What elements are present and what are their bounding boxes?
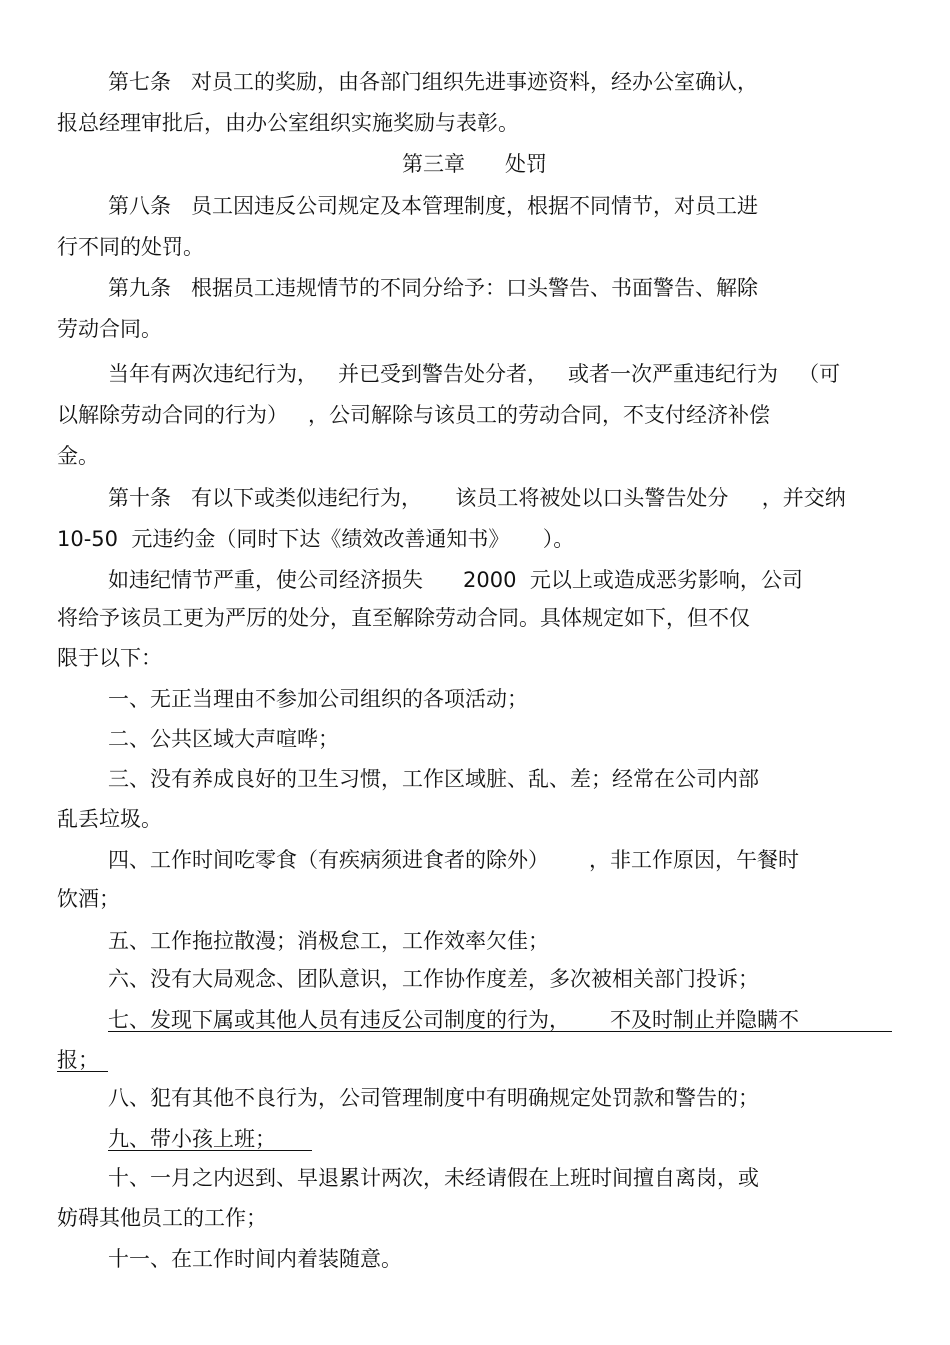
list-item-3-line-2: 乱丢垃圾。 [57, 807, 162, 831]
list-item-4-line-2: 饮酒； [57, 887, 120, 911]
list-item-10-line-2: 妨碍其他员工的工作； [57, 1206, 267, 1230]
list-item-7-line-2: 报； [57, 1048, 99, 1072]
paragraph-dismissal-line-2: 以解除劳动合同的行为） ，公司解除与该员工的劳动合同，不支付经济补偿 [57, 403, 771, 427]
article-7-line-2: 报总经理审批后，由办公室组织实施奖励与表彰。 [57, 111, 519, 135]
paragraph-severe-line-2: 将给予该员工更为严厉的处分，直至解除劳动合同。具体规定如下，但不仅 [57, 606, 750, 630]
list-item-1: 一、无正当理由不参加公司组织的各项活动； [108, 687, 528, 711]
list-item-3-line-1: 三、没有养成良好的卫生习惯，工作区域脏、乱、差；经常在公司内部 [108, 767, 759, 791]
paragraph-severe-line-3: 限于以下： [57, 646, 162, 670]
list-item-7-underline-2 [57, 1071, 108, 1072]
article-7-line-1: 第七条 对员工的奖励，由各部门组织先进事迹资料，经办公室确认， [108, 70, 759, 94]
chapter-3-heading: 第三章 处罚 [402, 152, 548, 176]
list-item-7-line-1: 七、发现下属或其他人员有违反公司制度的行为， 不及时制止并隐瞒不 [108, 1008, 800, 1032]
article-10-line-2: 10-50 元违约金（同时下达《绩效改善通知书》 ）。 [57, 527, 575, 551]
article-9-line-2: 劳动合同。 [57, 317, 162, 341]
paragraph-dismissal-line-1: 当年有两次违纪行为， 并已受到警告处分者， 或者一次严重违纪行为 （可 [108, 362, 841, 386]
list-item-4-line-1: 四、工作时间吃零食（有疾病须进食者的除外） ，非工作原因，午餐时 [108, 848, 800, 872]
list-item-11: 十一、在工作时间内着装随意。 [108, 1247, 402, 1271]
article-8-line-2: 行不同的处罚。 [57, 235, 204, 259]
list-item-5: 五、工作拖拉散漫；消极怠工，工作效率欠佳； [108, 929, 549, 953]
list-item-9-underline [108, 1150, 312, 1151]
article-9-line-1: 第九条 根据员工违规情节的不同分给予：口头警告、书面警告、解除 [108, 276, 759, 300]
list-item-2: 二、公共区域大声喧哗； [108, 727, 339, 751]
list-item-8: 八、犯有其他不良行为，公司管理制度中有明确规定处罚款和警告的； [108, 1086, 759, 1110]
list-item-7-underline-1 [108, 1031, 892, 1032]
paragraph-severe-line-1: 如违纪情节严重，使公司经济损失 2000 元以上或造成恶劣影响，公司 [108, 568, 803, 592]
list-item-10-line-1: 十、一月之内迟到、早退累计两次，未经请假在上班时间擅自离岗，或 [108, 1166, 759, 1190]
article-10-line-1: 第十条 有以下或类似违纪行为， 该员工将被处以口头警告处分 ，并交纳 [108, 486, 846, 510]
paragraph-dismissal-line-3: 金。 [57, 444, 99, 468]
list-item-6: 六、没有大局观念、团队意识，工作协作度差，多次被相关部门投诉； [108, 967, 759, 991]
list-item-9: 九、带小孩上班； [108, 1127, 276, 1151]
article-8-line-1: 第八条 员工因违反公司规定及本管理制度，根据不同情节，对员工进 [108, 194, 759, 218]
